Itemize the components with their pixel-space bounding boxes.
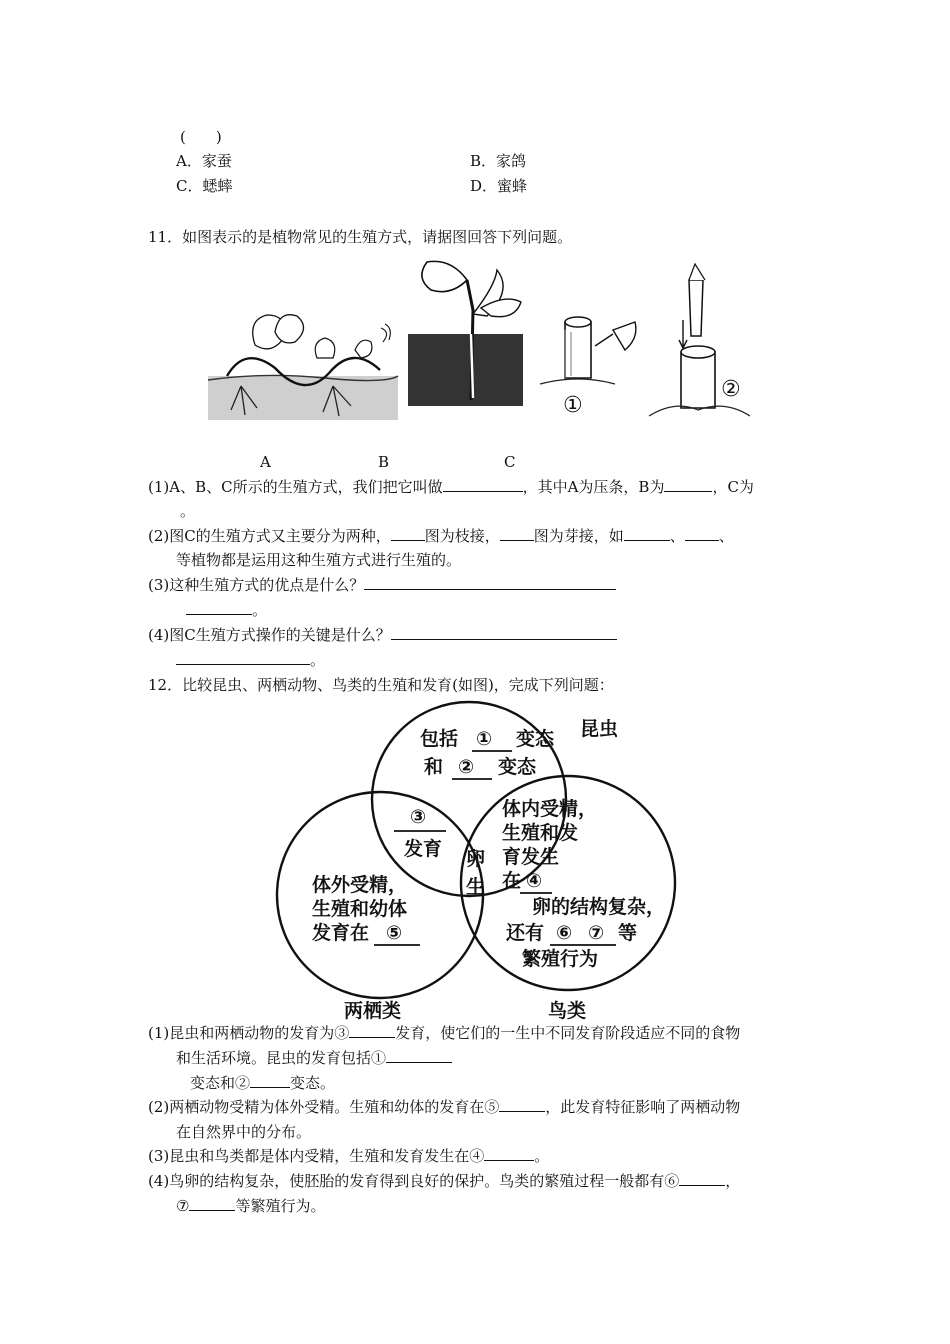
- svg-text:体内受精，: 体内受精，: [502, 798, 598, 820]
- q12-part-1-end: 变态和② 变态。: [190, 1074, 336, 1092]
- q11-part-3-cont: 。: [186, 600, 267, 620]
- q12-part-1-cont: 和生活环境。昆虫的发育包括①: [176, 1048, 452, 1068]
- fill-blank[interactable]: [250, 1073, 290, 1088]
- cutting-illustration: [408, 261, 523, 406]
- fill-blank[interactable]: [500, 526, 534, 541]
- venn-diagram: [270, 695, 690, 1025]
- svg-text:等: 等: [618, 922, 638, 944]
- answer-parentheses: ( ): [180, 128, 222, 146]
- svg-text:发育在: 发育在: [312, 922, 370, 944]
- svg-text:⑤: ⑤: [386, 922, 403, 944]
- svg-text:体外受精，: 体外受精，: [312, 874, 408, 896]
- plant-propagation-figure: [205, 250, 750, 430]
- fill-blank[interactable]: [443, 477, 523, 492]
- svg-text:⑦: ⑦: [588, 922, 605, 944]
- figure-label-a: A: [260, 453, 271, 471]
- svg-text:卵的结构复杂，: 卵的结构复杂，: [532, 896, 666, 918]
- amphibian-label: 两栖类: [344, 1000, 402, 1022]
- fill-blank[interactable]: [391, 526, 425, 541]
- svg-text:④: ④: [526, 870, 543, 892]
- fill-blank[interactable]: [349, 1023, 395, 1038]
- fill-blank[interactable]: [624, 526, 670, 541]
- fill-blank[interactable]: [391, 625, 617, 640]
- q11-stem: 11．如图表示的是植物常见的生殖方式，请据图回答下列问题。: [148, 228, 573, 246]
- q11-part-2: (2)图C的生殖方式又主要分为两种， 图为枝接， 图为芽接，如 、 、: [148, 527, 734, 545]
- q12-part-3: (3)昆虫和鸟类都是体内受精，生殖和发育发生在④ 。: [148, 1147, 550, 1165]
- q12-part-4: (4)鸟卵的结构复杂，使胚胎的发育得到良好的保护。鸟类的繁殖过程一般都有⑥ ，: [148, 1172, 741, 1190]
- fill-blank[interactable]: [364, 575, 616, 590]
- fill-blank[interactable]: [664, 477, 712, 492]
- option-c: C．蟋蟀: [176, 177, 233, 195]
- svg-text:发育: 发育: [404, 838, 443, 860]
- svg-text:生殖和幼体: 生殖和幼体: [312, 898, 408, 920]
- svg-text:生: 生: [466, 876, 486, 898]
- svg-text:生殖和发: 生殖和发: [502, 822, 579, 844]
- q12-stem: 12．比较昆虫、两栖动物、鸟类的生殖和发育(如图)，完成下列问题：: [148, 676, 614, 694]
- fill-blank[interactable]: [386, 1048, 452, 1063]
- svg-text:和: 和: [424, 756, 444, 778]
- figure-circle-2: ②: [721, 377, 741, 402]
- fill-blank[interactable]: [484, 1146, 534, 1161]
- svg-text:还有: 还有: [506, 922, 545, 944]
- q11-part-4-cont: 。: [176, 650, 325, 670]
- q12-part-2-cont: 在自然界中的分布。: [176, 1123, 312, 1141]
- q11-part-4: (4)图C生殖方式操作的关键是什么？: [148, 625, 617, 645]
- svg-text:②: ②: [458, 756, 475, 778]
- bird-label: 鸟类: [548, 1000, 587, 1022]
- svg-text:①: ①: [476, 728, 493, 750]
- svg-text:繁殖行为: 繁殖行为: [522, 948, 599, 970]
- fill-blank[interactable]: [186, 600, 252, 615]
- q11-part-1-end: 。: [180, 502, 196, 520]
- figure-label-b: B: [378, 453, 390, 471]
- insect-label: 昆虫: [580, 718, 619, 740]
- fill-blank[interactable]: [189, 1196, 235, 1211]
- layering-illustration: [208, 315, 398, 420]
- q11-part-1: (1)A、B、C所示的生殖方式，我们把它叫做 ，其中A为压条，B为 ，C为: [148, 478, 754, 496]
- q12-part-1: (1)昆虫和两栖动物的发育为③ 发育，使它们的一生中不同发育阶段适应不同的食物: [148, 1024, 741, 1042]
- option-a: A．家蚕: [176, 152, 232, 170]
- svg-text:在: 在: [502, 870, 522, 892]
- option-b: B．家鸽: [470, 152, 527, 170]
- svg-text:育发生: 育发生: [502, 846, 560, 868]
- option-d: D．蜜蜂: [470, 177, 528, 195]
- q12-part-2: (2)两栖动物受精为体外受精。生殖和幼体的发育在⑤ ，此发育特征影响了两栖动物: [148, 1098, 741, 1116]
- svg-text:变态: 变态: [516, 728, 555, 750]
- q12-part-4-cont: ⑦ 等繁殖行为。: [176, 1197, 326, 1215]
- fill-blank[interactable]: [685, 526, 719, 541]
- q11-part-3: (3)这种生殖方式的优点是什么？: [148, 575, 616, 595]
- fill-blank[interactable]: [176, 650, 310, 665]
- svg-text:⑥: ⑥: [556, 922, 573, 944]
- svg-text:包括: 包括: [420, 728, 459, 750]
- svg-text:变态: 变态: [498, 756, 537, 778]
- svg-text:③: ③: [410, 806, 427, 828]
- fill-blank[interactable]: [499, 1097, 545, 1112]
- figure-label-c: C: [504, 453, 516, 471]
- figure-circle-1: ①: [563, 393, 583, 418]
- fill-blank[interactable]: [679, 1171, 725, 1186]
- q11-part-2-cont: 等植物都是运用这种生殖方式进行生殖的。: [176, 551, 462, 569]
- svg-text:卵: 卵: [466, 848, 486, 870]
